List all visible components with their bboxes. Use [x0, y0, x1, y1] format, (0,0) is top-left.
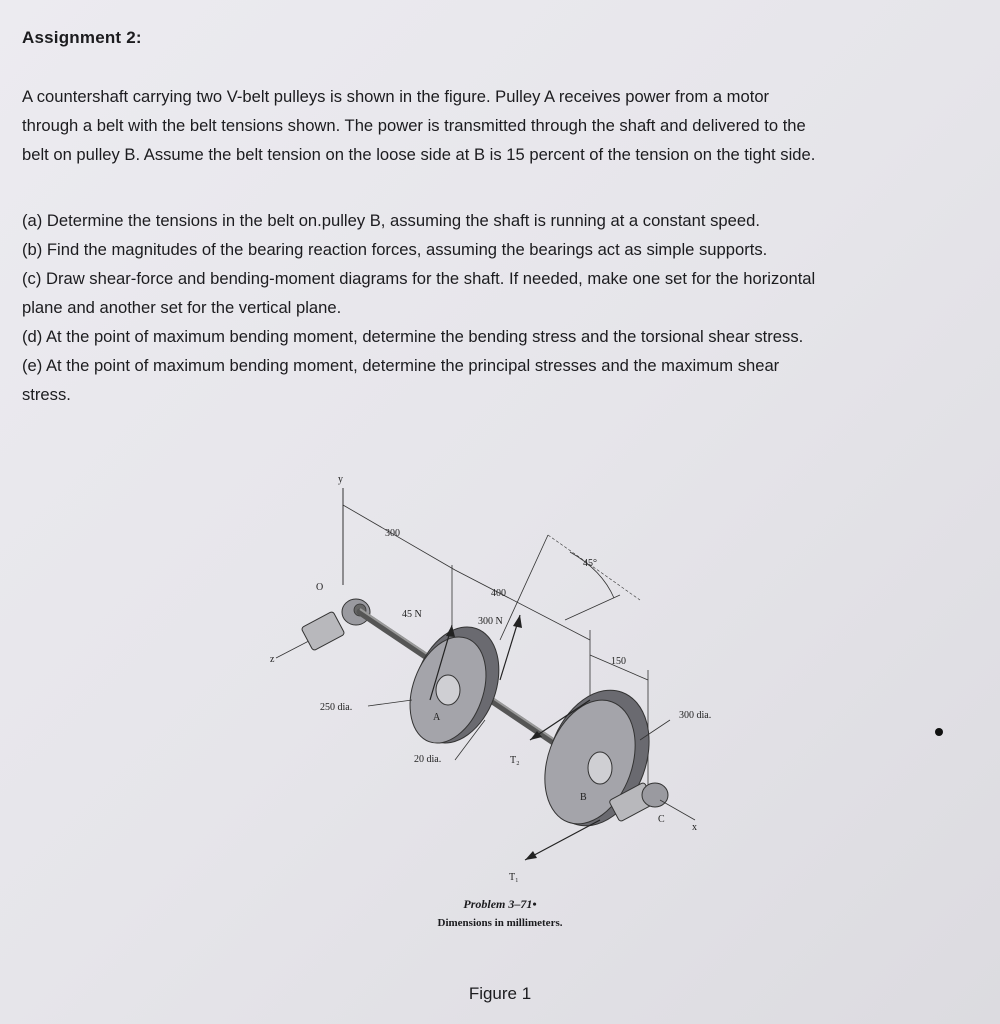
- statement-line: A countershaft carrying two V-belt pulleys is shown in the figure. Pulley A receives power from a motor: [22, 87, 770, 106]
- task-b: (b) Find the magnitudes of the bearing reaction forces, assuming the bearings act as simple supports.: [22, 240, 768, 259]
- z-axis-label: z: [270, 654, 275, 665]
- dia-20-label: 20 dia.: [414, 754, 442, 765]
- pulley-a-hub: [436, 675, 460, 705]
- statement-line: through a belt with the belt tensions shown. The power is transmitted through the shaft and delivered to the: [22, 116, 806, 135]
- dia-300-label: 300 dia.: [679, 710, 712, 721]
- task-d: (d) At the point of maximum bending moment, determine the bending stress and the torsional shear stress.: [22, 327, 804, 346]
- countershaft-figure: [250, 460, 750, 960]
- task-c-continued: plane and another set for the vertical plane.: [22, 298, 342, 317]
- belt-direction-line: [500, 535, 548, 640]
- page-mark: [935, 728, 943, 736]
- countershaft-drawing: [250, 460, 750, 960]
- task-list: [22, 206, 977, 409]
- x-axis-label: x: [692, 822, 697, 833]
- dim-150-label: 150: [611, 656, 626, 667]
- y-axis-label: y: [338, 474, 343, 485]
- figure-caption-units: Dimensions in millimeters.: [437, 917, 563, 929]
- x-axis: [660, 800, 695, 820]
- statement-line: belt on pulley B. Assume the belt tension on the loose side at B is 15 percent of the tension on the tight side.: [22, 145, 816, 164]
- task-e-continued: stress.: [22, 385, 71, 404]
- tension-t1-label: T₁: [509, 872, 519, 883]
- task-e: (e) At the point of maximum bending moment, determine the principal stresses and the maximum shear: [22, 356, 780, 375]
- task-a: (a) Determine the tensions in the belt on.pulley B, assuming the shaft is running at a constant speed.: [22, 211, 760, 230]
- tension-t1-line: [525, 820, 600, 860]
- force-45n-label: 45 N: [402, 609, 422, 620]
- dim-300-label: 300: [385, 528, 400, 539]
- bearing-c-label: C: [658, 814, 665, 825]
- dia-250-label: 250 dia.: [320, 702, 353, 713]
- tension-t1-arrow: [525, 851, 537, 860]
- force-300n-label: 300 N: [478, 616, 503, 627]
- dim-400-label: 400: [491, 588, 506, 599]
- angle-leader: [565, 595, 620, 620]
- bearing-o-base: [301, 611, 345, 651]
- bearing-c-housing: [642, 783, 668, 807]
- pulley-b-label: B: [580, 792, 587, 803]
- tension-t2-label: T₂: [510, 755, 520, 766]
- origin-label: O: [316, 582, 324, 593]
- assignment-heading: Assignment 2:: [22, 28, 142, 47]
- dia-250-leader: [368, 700, 412, 706]
- figure-label: Figure 1: [468, 984, 532, 1003]
- pulley-a-label: A: [433, 712, 441, 723]
- task-c: (c) Draw shear-force and bending-moment diagrams for the shaft. If needed, make one set for the horizontal: [22, 269, 816, 288]
- angle-label: 45°: [583, 558, 597, 569]
- force-300n-arrow: [513, 615, 522, 628]
- figure-caption-problem: Problem 3–71•: [463, 897, 537, 911]
- pulley-b-hub: [588, 752, 612, 784]
- problem-statement: [22, 82, 977, 169]
